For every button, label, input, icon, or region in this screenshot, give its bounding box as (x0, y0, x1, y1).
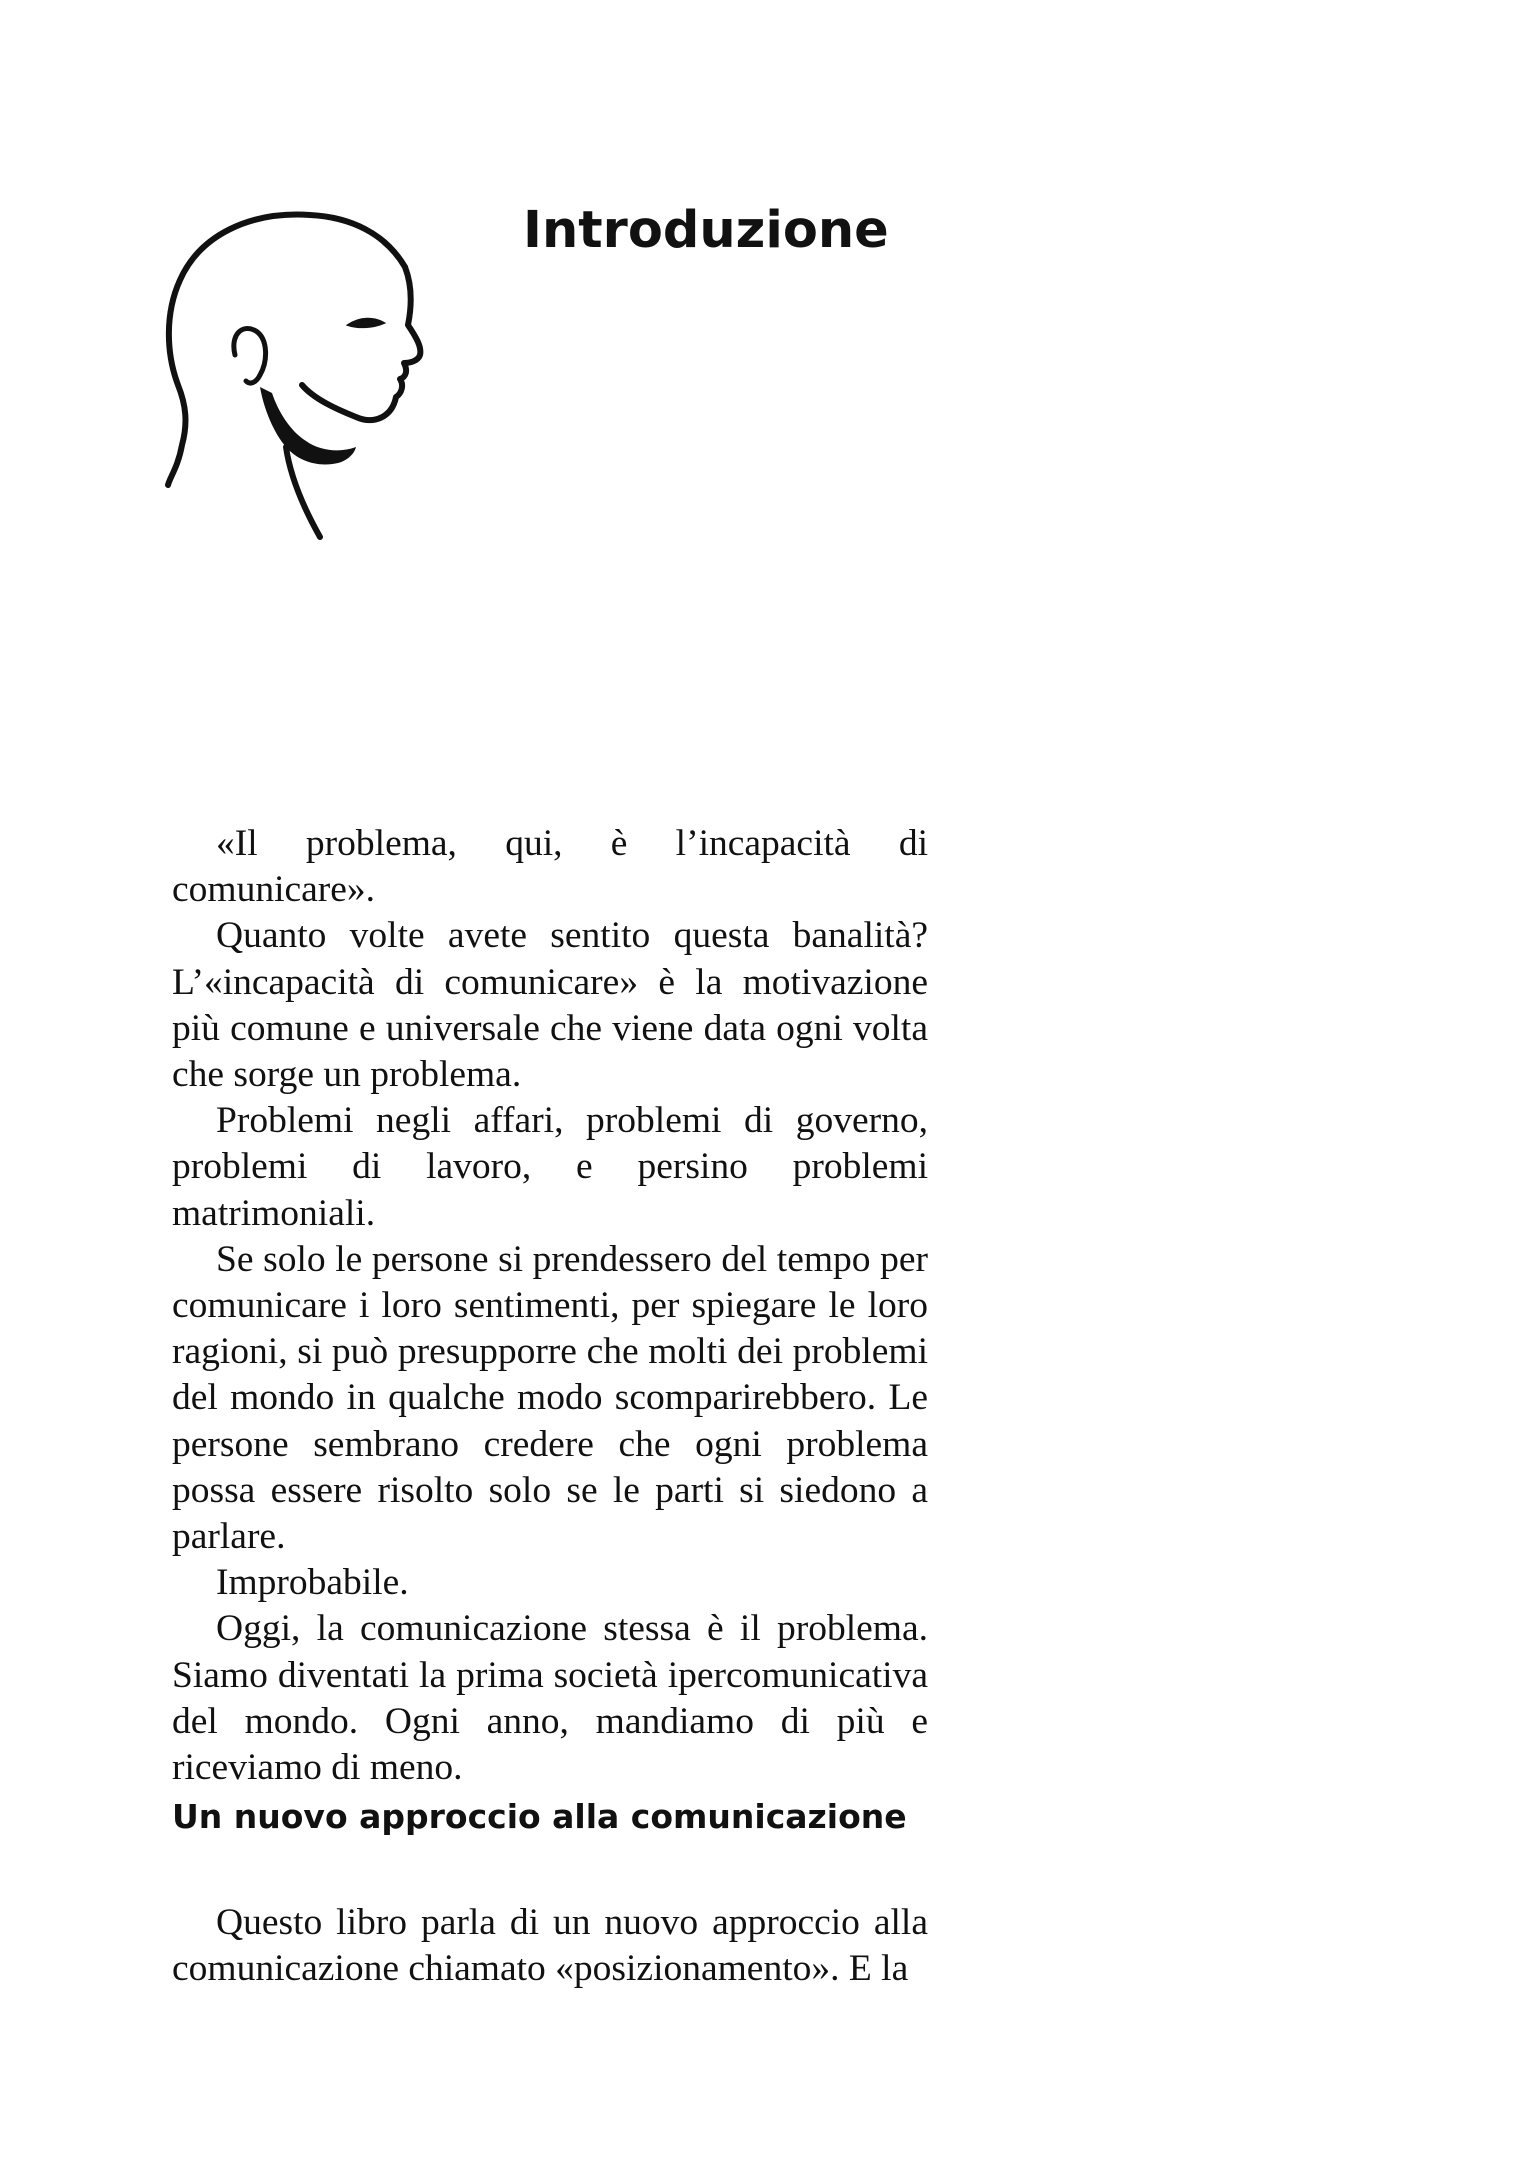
paragraph: Oggi, la comunicazione stessa è il problema. Siamo diventati la prima società ipercomunicativa del mondo. Ogni anno, mandiamo di più e riceviamo di meno. (172, 1608, 928, 1789)
head-profile-icon (160, 205, 430, 550)
section-heading: Un nuovo approccio alla comunicazione (172, 1797, 907, 1836)
section-text (172, 1900, 928, 1992)
chapter-title: Introduzione (523, 201, 889, 260)
paragraph: Problemi negli affari, problemi di governo, problemi di lavoro, e persino problemi matrimoniali. (172, 1100, 928, 1234)
paragraph: Quanto volte avete sentito questa banalità? L’«incapacità di comunicare» è la motivazione più comune e universale che viene data ogni volta che sorge un problema. (172, 915, 928, 1096)
paragraph: Improbabile. (216, 1562, 409, 1604)
paragraph: Se solo le persone si prendessero del tempo per comunicare i loro sentimenti, per spiegare le loro ragioni, si può presupporre che molti dei problemi del mondo in qualche modo scomparirebbero. Le persone sembrano credere che ogni problema possa essere risolto solo se le parti si siedono a parlare. (172, 1238, 928, 1558)
paragraph: «Il problema, qui, è l’incapacità di comunicare». (172, 823, 928, 911)
paragraph: Questo libro parla di un nuovo approccio alla comunicazione chiamato «posizionamento». E la (172, 1902, 928, 1990)
intro-text (172, 821, 928, 1791)
